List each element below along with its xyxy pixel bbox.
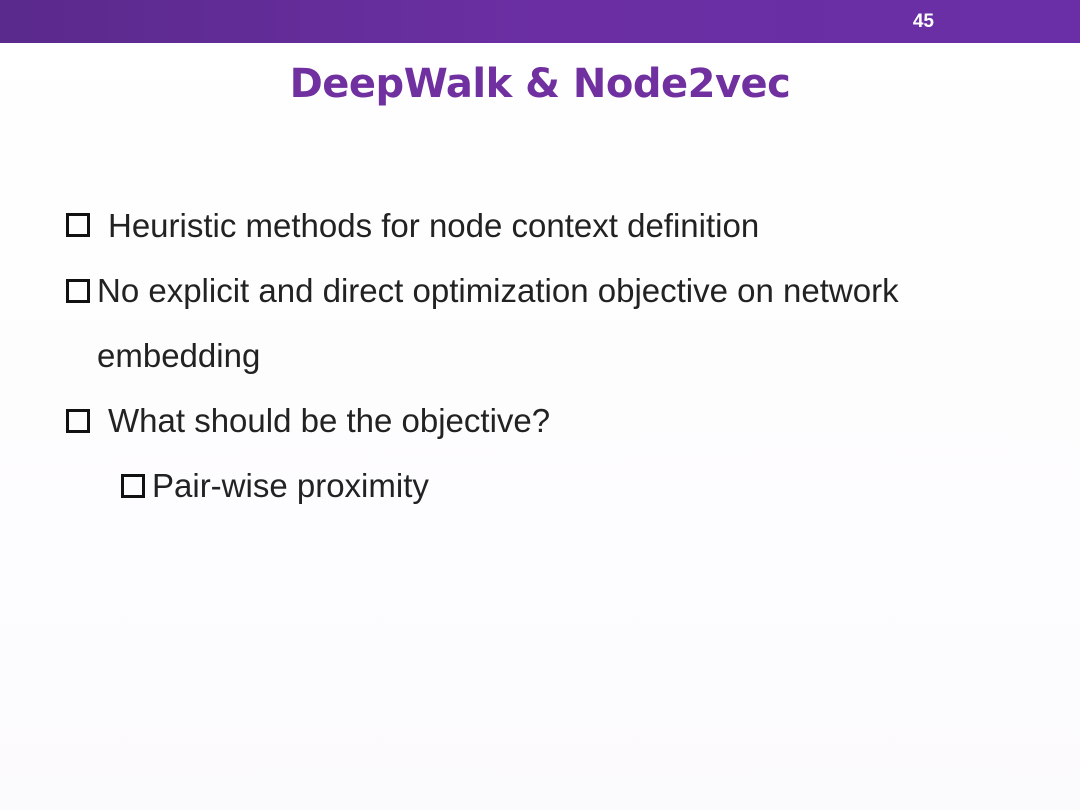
bullet-item-continuation: embedding <box>97 337 261 374</box>
slide-number: 45 <box>912 11 934 32</box>
slide-title: DeepWalk & Node2vec <box>289 61 791 107</box>
sub-bullet-item: Pair-wise proximity <box>152 467 429 504</box>
checkbox-square-icon <box>66 213 90 237</box>
bullet-item: What should be the objective? <box>108 402 551 439</box>
checkbox-square-icon <box>66 409 90 433</box>
checkbox-square-icon <box>66 279 90 303</box>
bullet-item: Heuristic methods for node context definition <box>108 207 760 244</box>
bullet-item: No explicit and direct optimization objective on network <box>97 272 899 309</box>
checkbox-square-icon <box>121 474 145 498</box>
